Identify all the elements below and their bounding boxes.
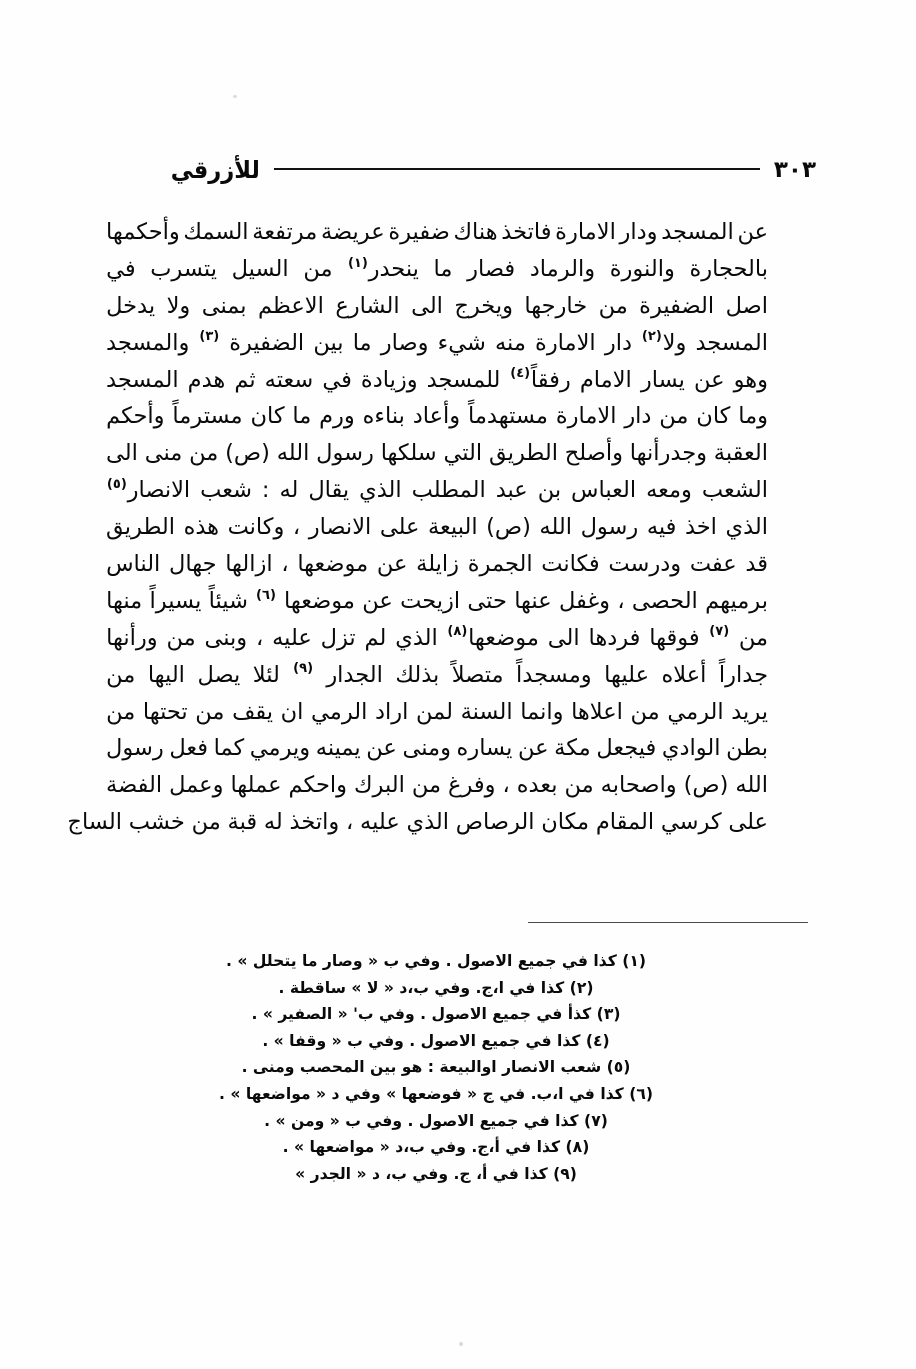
body-line <box>106 509 768 546</box>
footnote-marker: (٩) <box>293 661 314 677</box>
body-word: عن <box>518 735 549 762</box>
body-line <box>106 435 768 472</box>
scan-artifact <box>233 95 237 98</box>
footnote-number: (٤) <box>585 1031 610 1050</box>
body-word: فيه <box>646 514 677 541</box>
body-word: ، <box>292 514 301 541</box>
body-word: جهال <box>169 551 217 578</box>
body-word: تزل <box>320 624 356 651</box>
body-word: منى <box>144 440 183 467</box>
body-word: متصلاً <box>451 661 504 688</box>
body-word: الحصى <box>631 587 698 614</box>
body-word: الشارع <box>335 292 400 319</box>
body-word: الذي <box>395 624 438 651</box>
body-word: من <box>166 624 196 651</box>
body-word: جداراً <box>718 661 768 688</box>
body-word: من <box>195 698 225 725</box>
footnote-list <box>106 948 766 1187</box>
body-word: شيء <box>437 329 486 356</box>
body-word: بالحجارة <box>689 255 768 282</box>
body-word: مكة <box>554 735 591 762</box>
body-word: ضفيرة <box>388 219 450 245</box>
body-word: برميهم <box>705 587 768 614</box>
body-word: ويرمي <box>249 735 311 762</box>
body-word: يمينه <box>315 735 361 762</box>
body-word: ورأنها <box>106 624 158 651</box>
footnote-marker: (٤) <box>510 366 531 382</box>
footnote-text: كذا في ا،ج. وفي ب،د « لا » ساقطة . <box>278 978 565 997</box>
body-word: يقف <box>232 698 274 725</box>
body-word: ومسجداً <box>516 661 592 688</box>
body-word: وأعاد <box>412 403 461 430</box>
body-word: الضفيرة <box>639 292 715 319</box>
body-word: عن <box>737 219 768 245</box>
body-word: ورم <box>319 403 355 430</box>
body-word: الذي <box>725 514 768 541</box>
footnote-text: كذا في جميع الاصول . وفي ب « وقفا » . <box>262 1031 581 1050</box>
body-word: ، <box>346 809 354 836</box>
body-word: من <box>191 809 221 836</box>
body-word: (ص) <box>225 440 270 467</box>
body-line <box>106 730 768 767</box>
body-word: الامارة <box>555 403 617 430</box>
body-line <box>106 398 768 435</box>
body-word: بطن <box>726 735 768 762</box>
body-word: وكانت <box>227 514 285 541</box>
body-word: العقبة <box>713 440 768 467</box>
body-word: على <box>728 809 768 836</box>
body-word: الذي <box>406 809 450 836</box>
body-word: ، <box>281 551 289 578</box>
footnote-marker: (٢) <box>641 329 662 345</box>
body-word: يقال <box>308 477 350 504</box>
body-word: الطريق <box>488 440 558 467</box>
body-word: رسول <box>316 440 374 467</box>
body-word: (ص) <box>486 514 531 541</box>
body-text <box>67 214 768 841</box>
body-word: وعمل <box>169 772 224 799</box>
body-word: عن <box>362 587 393 614</box>
body-word: من <box>411 772 442 799</box>
body-word: من <box>659 403 689 430</box>
body-line <box>106 620 768 657</box>
body-word: عليه <box>360 809 400 836</box>
body-word: يسار <box>640 366 685 393</box>
body-word: قبة <box>227 809 258 836</box>
body-line <box>106 767 768 804</box>
body-word: منها <box>106 587 143 614</box>
body-word: ما <box>292 403 312 430</box>
body-word: من <box>738 624 768 651</box>
body-word: وفرغ <box>448 772 496 799</box>
body-word: الاعظم <box>257 292 324 319</box>
body-word: يريد <box>731 698 768 725</box>
body-line <box>106 472 768 509</box>
body-word: مسترماً <box>172 403 243 430</box>
body-word: الجمرة <box>467 551 533 578</box>
body-word: من <box>106 661 136 688</box>
body-word: من <box>598 292 628 319</box>
body-line <box>106 546 768 583</box>
footnote-text: كذا في أ،ج. وفي ب،د « مواضعها » . <box>282 1138 561 1157</box>
body-word: منه <box>494 329 526 356</box>
body-line <box>106 362 768 399</box>
body-word: الى <box>547 624 580 651</box>
body-word: اصل <box>725 292 768 319</box>
body-word: اليها <box>147 661 185 688</box>
body-word: ازالها <box>225 551 273 578</box>
body-word: ينحدر$^{(١)}$ <box>347 255 419 282</box>
body-word: وصار <box>380 329 429 356</box>
body-word: فاتخذ <box>501 219 552 245</box>
footnote-text: كذا في ا،ب. في ج « فوضعها » وفي د « مواضعها » . <box>218 1084 624 1103</box>
footnote-item <box>106 948 766 975</box>
body-word: البرك <box>353 772 405 799</box>
body-word: عريضة <box>320 219 385 245</box>
footnote-text: كذأ في جميع الاصول . وفي ب' « الصفير » . <box>251 1005 592 1024</box>
body-word: الله <box>539 514 573 541</box>
body-word: ، <box>617 587 625 614</box>
footnote-marker: (٧) <box>709 624 730 640</box>
body-word: الذي <box>359 477 402 504</box>
body-word: والرماد <box>529 255 596 282</box>
body-word: البيعة <box>427 514 478 541</box>
footnote-item <box>106 1161 766 1188</box>
body-line <box>106 214 768 251</box>
body-word: عن <box>376 551 408 578</box>
body-word: الناس <box>106 551 161 578</box>
body-word: الى <box>411 292 443 319</box>
body-word: شيئاً <box>208 587 248 614</box>
body-word: فوقها <box>649 624 700 651</box>
body-word: من <box>564 772 594 799</box>
body-word: الرمي <box>311 698 368 725</box>
footnote-item <box>106 1054 766 1081</box>
body-word: لئلا <box>252 661 280 688</box>
body-word: من <box>106 698 136 725</box>
body-word: واحكم <box>288 772 347 799</box>
body-word: بعده <box>516 772 558 799</box>
footnote-number: (٢) <box>569 978 594 997</box>
body-word: في <box>106 255 136 282</box>
body-word: كان <box>250 403 285 430</box>
body-word: واتخذ <box>289 809 340 836</box>
body-word: يساره <box>456 735 513 762</box>
body-word: ازيحت <box>400 587 461 614</box>
body-word: خشب <box>128 809 185 836</box>
body-word: الله <box>735 772 768 799</box>
body-word: وجدرأنها <box>629 440 707 467</box>
body-word <box>292 657 313 694</box>
body-word: سعته <box>264 366 314 393</box>
body-word: اخذ <box>684 514 717 541</box>
body-word: الانصار$^{(٥)}$ <box>106 476 191 504</box>
body-word: الرمي <box>667 698 724 725</box>
body-word: عنها <box>514 587 552 614</box>
body-word: فكانت <box>541 551 600 578</box>
body-word: رسول <box>106 735 164 762</box>
body-word: شعب <box>200 477 252 504</box>
body-word: له <box>263 809 283 836</box>
body-word: اراد <box>374 698 409 725</box>
footnote-number: (٩) <box>553 1164 577 1183</box>
footnote-number: (٧) <box>584 1111 608 1130</box>
body-word: واصحابه <box>600 772 677 799</box>
body-word: للمسجد <box>426 366 501 393</box>
footnote-item <box>106 975 766 1002</box>
body-word: اعلاها <box>571 698 623 725</box>
body-word: مرتفعة <box>252 219 318 245</box>
header-divider <box>274 168 760 170</box>
body-word: الى <box>106 440 138 467</box>
footnote-item <box>106 1081 766 1108</box>
body-word: فردها <box>588 624 641 651</box>
body-word: وهو <box>733 366 768 393</box>
footnote-marker: (٥) <box>106 476 127 492</box>
body-word: أعلاه <box>661 661 707 688</box>
body-line <box>106 251 768 288</box>
body-word: ان <box>280 698 304 725</box>
body-word: كما <box>213 735 245 762</box>
body-line <box>106 288 768 325</box>
body-word: العباس <box>571 477 637 504</box>
body-word: : <box>261 477 270 504</box>
body-word: في <box>322 366 352 393</box>
body-word: السمك <box>183 219 249 245</box>
footnote-number: (٥) <box>606 1058 631 1077</box>
body-word: عن <box>694 366 725 393</box>
body-word: من <box>303 255 333 282</box>
footnote-item <box>106 1108 766 1135</box>
body-word: السنة <box>460 698 513 725</box>
body-word: ما <box>352 329 372 356</box>
body-word: (ص) <box>683 772 729 799</box>
body-word: ولا <box>166 292 191 319</box>
body-word <box>199 325 220 362</box>
body-word: الله <box>276 440 310 467</box>
footnote-text: كذا في جميع الاصول . وفي ب « ومن » . <box>264 1111 579 1130</box>
footnote-text: شعب الانصار اوالبيعة : هو بين المحصب ومنى . <box>241 1058 602 1077</box>
body-word: والمسجد <box>106 329 190 356</box>
body-word: الضفيرة <box>229 329 305 356</box>
body-word: فعل <box>169 735 208 762</box>
body-word: الامارة <box>535 329 596 356</box>
body-word: عليه <box>272 624 312 651</box>
body-word: يسيراً <box>149 587 202 614</box>
body-word: موضعها$^{(٨)}$ <box>447 624 539 651</box>
body-line <box>106 325 768 362</box>
body-word: الجدار <box>326 661 383 688</box>
body-word: المقام <box>595 809 655 836</box>
body-word: مستهدماً <box>467 403 548 430</box>
body-word: من <box>630 698 660 725</box>
body-word: الوادي <box>661 735 721 762</box>
body-word: عن <box>366 735 397 762</box>
footnote-item <box>106 1001 766 1028</box>
body-word: كرسي <box>660 809 722 836</box>
body-word: هناك <box>453 219 498 245</box>
body-word: المسجد <box>695 329 768 356</box>
body-word: يتسرب <box>150 255 217 282</box>
body-word: ومعه <box>646 477 692 504</box>
body-word: عفت <box>689 551 737 578</box>
body-word: وما <box>738 403 768 430</box>
body-word: وزيادة <box>360 366 418 393</box>
body-word: رسول <box>580 514 639 541</box>
body-word: عليها <box>604 661 650 688</box>
scan-artifact <box>459 1342 463 1346</box>
body-word: الرصاص <box>455 809 535 836</box>
body-word: هدم <box>187 366 226 393</box>
body-word: له <box>279 477 299 504</box>
body-word: دار <box>604 329 632 356</box>
body-word: الشعب <box>701 477 768 504</box>
body-word: دار <box>624 403 652 430</box>
footnote-marker: (١) <box>347 255 368 271</box>
body-word: وأحكم <box>106 403 165 430</box>
page-number: ٣٠٣ <box>773 156 816 183</box>
body-word: هذه <box>183 514 220 541</box>
footnote-marker: (٣) <box>199 329 220 345</box>
body-line <box>106 657 768 694</box>
body-word: ومنى <box>402 735 451 762</box>
body-word: التي <box>443 440 483 467</box>
body-word <box>255 583 276 620</box>
body-word: زايلة <box>416 551 460 578</box>
body-word: وأحكمها <box>106 219 180 245</box>
body-line <box>106 694 768 731</box>
body-word: الانصار <box>308 514 372 541</box>
body-word: ولا$^{(٢)}$ <box>641 329 687 356</box>
body-word: رفقاً$^{(٤)}$ <box>510 366 571 393</box>
footnote-text: كذا في جميع الاصول . وفي ب « وصار ما يتحلل » . <box>225 952 617 970</box>
body-word: وأصلح <box>564 440 623 467</box>
footnote-divider <box>528 922 808 923</box>
body-word: فيجعل <box>596 735 657 762</box>
footnote-number: (٦) <box>629 1084 654 1103</box>
body-word: عبد <box>495 477 528 504</box>
body-word: وغفل <box>558 587 611 614</box>
body-word: الامارة <box>555 219 616 245</box>
footnote-text: كذا في أ، ج. وفي ب، د « الجدر » <box>295 1164 548 1183</box>
body-word: موضعها <box>284 587 355 614</box>
body-word: فصار <box>467 255 516 282</box>
body-word: على <box>379 514 420 541</box>
body-word: الامام <box>579 366 632 393</box>
body-word: المسجد <box>106 366 179 393</box>
body-word: تحتها <box>142 698 188 725</box>
footnote-number: (٨) <box>565 1138 590 1157</box>
body-word: الفضة <box>106 772 163 799</box>
body-word: بين <box>313 329 344 356</box>
body-word: يدخل <box>106 292 156 319</box>
footnote-item <box>106 1134 766 1161</box>
body-word: ما <box>433 255 453 282</box>
body-word: بمنى <box>201 292 247 319</box>
body-word: والنورة <box>609 255 675 282</box>
footnote-marker: (٨) <box>447 624 468 640</box>
body-word: بذلك <box>395 661 440 688</box>
body-word: حتى <box>467 587 507 614</box>
body-word: وبنى <box>204 624 248 651</box>
body-word: موضعها <box>297 551 369 578</box>
body-word: سلكها <box>380 440 437 467</box>
body-word: لمن <box>415 698 453 725</box>
body-word: الساج <box>67 809 122 836</box>
body-word: ، <box>255 624 264 651</box>
body-word: خارجها <box>524 292 588 319</box>
footnote-marker: (٦) <box>256 587 276 603</box>
body-word: بناءه <box>362 403 405 430</box>
body-word: من <box>189 440 219 467</box>
page-header <box>165 150 816 190</box>
body-word: بن <box>537 477 562 504</box>
body-word <box>709 620 730 657</box>
body-line <box>67 804 768 841</box>
body-word: يصل <box>197 661 241 688</box>
body-word: الطريق <box>106 514 176 541</box>
body-word: المسجد <box>661 219 734 245</box>
body-word: ثم <box>234 366 256 393</box>
body-word: لم <box>364 624 387 651</box>
body-word: ويخرج <box>454 292 513 319</box>
body-word: ودار <box>619 219 658 245</box>
footnote-number: (٣) <box>596 1005 621 1024</box>
body-word: المطلب <box>411 477 486 504</box>
body-word: وانما <box>520 698 564 725</box>
body-word: مكان <box>541 809 590 836</box>
body-word: السيل <box>231 255 289 282</box>
book-title: للأزرقي <box>170 156 260 184</box>
body-word: عملها <box>230 772 282 799</box>
body-word: كان <box>696 403 731 430</box>
body-line <box>106 583 768 620</box>
body-word: قد <box>745 551 768 578</box>
footnote-item <box>106 1028 766 1055</box>
body-word: ودرست <box>608 551 682 578</box>
body-word: ، <box>502 772 510 799</box>
footnote-number: (١) <box>622 952 647 970</box>
